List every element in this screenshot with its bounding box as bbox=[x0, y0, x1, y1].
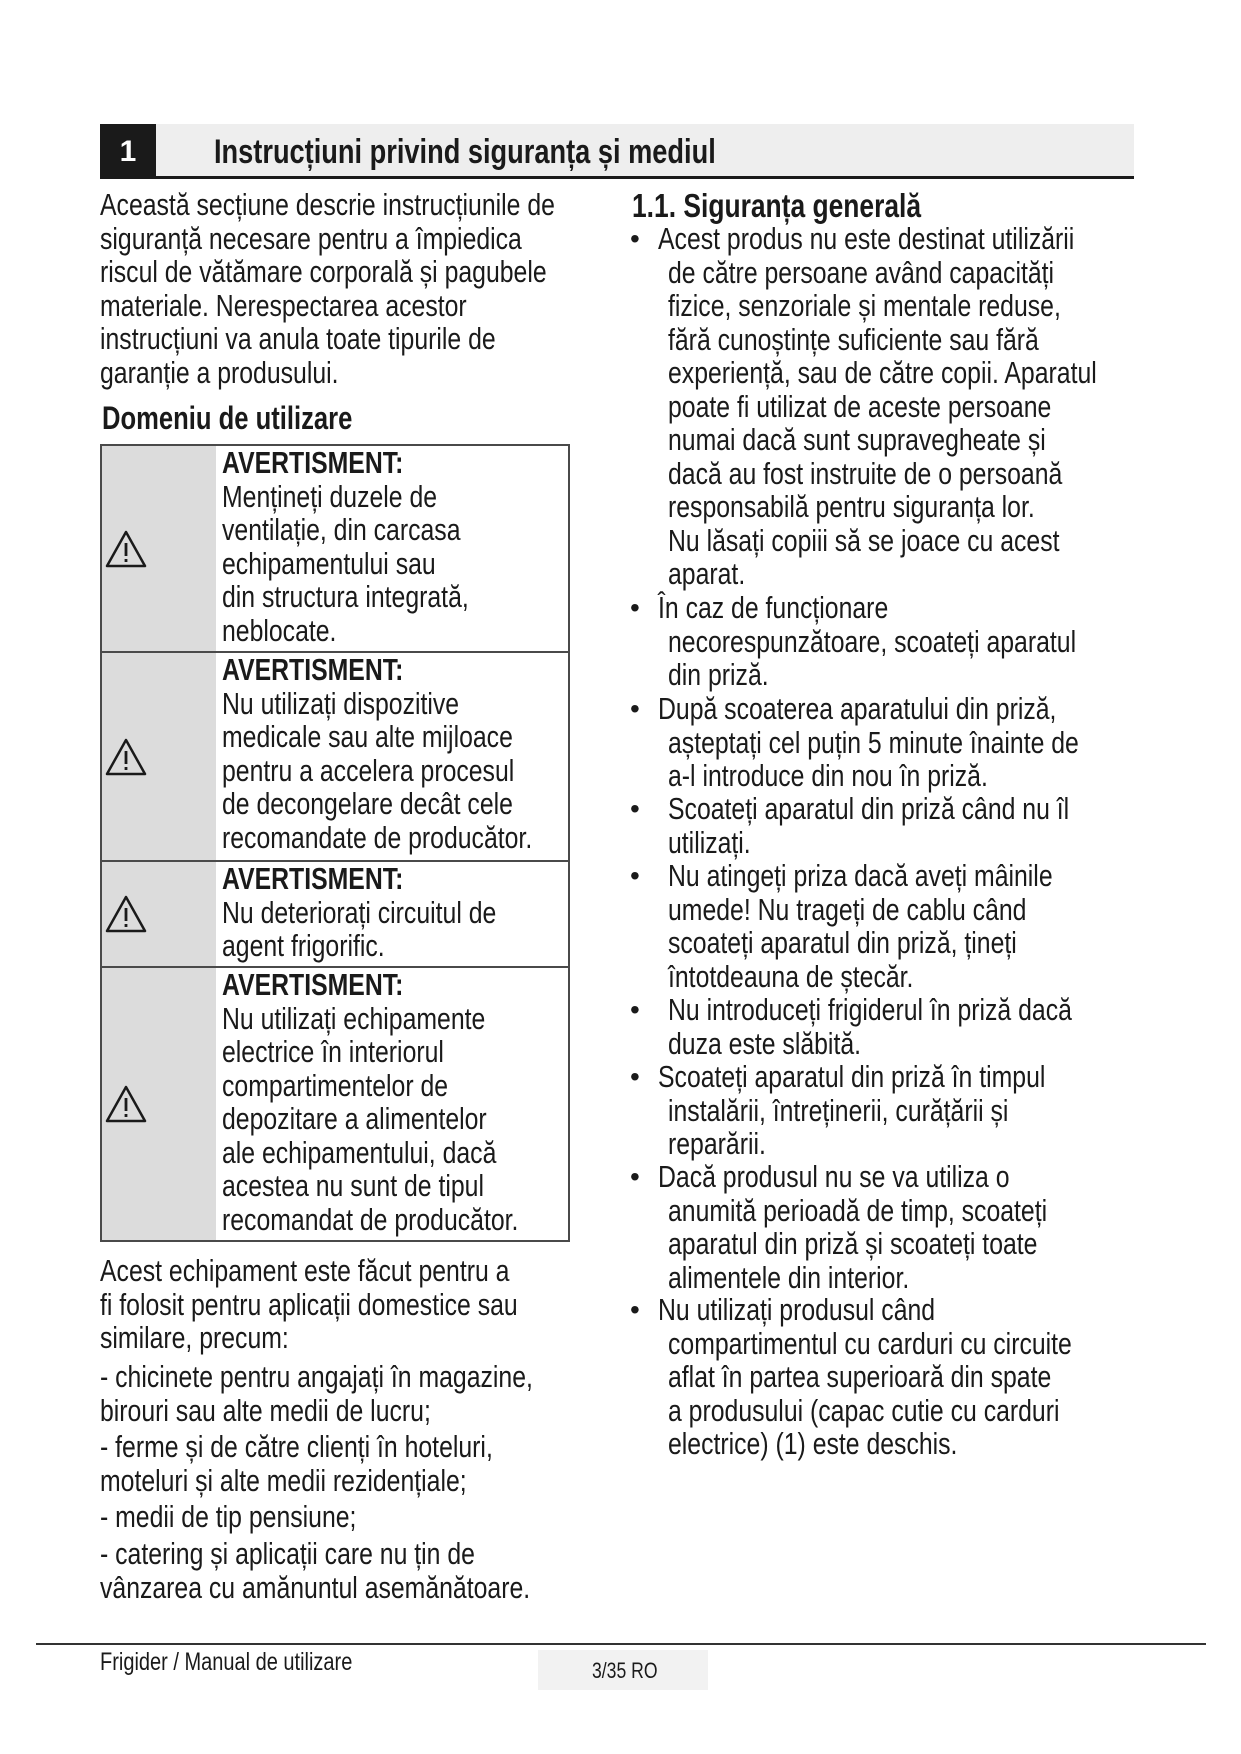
warning-icon-cell bbox=[102, 862, 216, 966]
warning-triangle-icon bbox=[104, 894, 148, 934]
usage-item: - catering și aplicații care nu țin de vânzarea cu amănuntul asemănătoare. bbox=[100, 1536, 531, 1605]
warning-text: AVERTISMENT: Nu utilizați dispozitive medicale sau alte mijloace pentru a accelera procesul de decongelare decât cele recomandate de producător. bbox=[222, 652, 533, 855]
section-title: Instrucțiuni privind siguranța și mediul bbox=[214, 133, 716, 171]
bullet-dot: • bbox=[630, 592, 640, 623]
domain-heading: Domeniu de utilizare bbox=[102, 400, 353, 436]
section-number: 1 bbox=[100, 124, 156, 179]
bullet-dot: • bbox=[630, 793, 640, 824]
warning-row bbox=[102, 446, 568, 653]
warning-table bbox=[100, 444, 570, 1242]
footer-rule bbox=[36, 1643, 1206, 1645]
header-rule bbox=[100, 176, 1134, 179]
footer-title: Frigider / Manual de utilizare bbox=[100, 1648, 353, 1676]
warning-icon-cell bbox=[102, 968, 216, 1240]
warning-row bbox=[102, 968, 568, 1240]
bullet-dot: • bbox=[630, 1161, 640, 1192]
warning-triangle-icon bbox=[104, 737, 148, 777]
safety-bullet: • Acest produs nu este destinat utilizării de către persoane având capacități fizice, senzoriale și mentale reduse, fără cunoștințe suficiente sau fără experiență, sau de către copii. Aparatul poate fi utilizat de aceste persoane numai dacă sunt supravegheate și dacă au fost instruite de o persoană responsabilă pentru siguranța lor. Nu lăsați copiii să se joace cu acest aparat. bbox=[630, 221, 1097, 591]
warning-icon-cell bbox=[102, 446, 216, 651]
usage-item: - ferme și de către clienți în hoteluri, moteluri și alte medii rezidențiale; bbox=[100, 1429, 493, 1498]
bullet-dot: • bbox=[630, 1294, 640, 1325]
safety-bullet: • Scoateți aparatul din priză în timpul instalării, întreținerii, curățării și reparării. bbox=[630, 1059, 1046, 1161]
intro-paragraph: Această secțiune descrie instrucțiunile de siguranță necesare pentru a împiedica riscul de vătămare corporală și pagubele materiale. Nerespectarea acestor instrucțiuni va anula toate tipurile de garanție a produsului. bbox=[100, 187, 555, 390]
usage-intro: Acest echipament este făcut pentru a fi folosit pentru aplicații domestice sau similare, precum: bbox=[100, 1253, 518, 1355]
warning-triangle-icon bbox=[104, 1084, 148, 1124]
safety-bullet: • Nu introduceți frigiderul în priză dacă duza este slăbită. bbox=[630, 992, 1072, 1061]
safety-bullet: • Scoateți aparatul din priză când nu îl utilizați. bbox=[630, 791, 1070, 860]
bullet-dot: • bbox=[630, 223, 640, 254]
general-safety-heading: 1.1. Siguranța generală bbox=[632, 187, 922, 224]
warning-text: AVERTISMENT: Nu utilizați echipamente electrice în interiorul compartimentelor de depozitare a alimentelor ale echipamentului, dacă acestea nu sunt de tipul recomandat de producător. bbox=[222, 967, 519, 1237]
bullet-dot: • bbox=[630, 994, 640, 1025]
bullet-dot: • bbox=[630, 1061, 640, 1092]
bullet-dot: • bbox=[630, 860, 640, 891]
safety-bullet: • Nu utilizați produsul când compartimentul cu carduri cu circuite aflat în partea superioară din spate a produsului (capac cutie cu carduri electrice) (1) este deschis. bbox=[630, 1292, 1072, 1461]
warning-text: AVERTISMENT: Mențineți duzele de ventilație, din carcasa echipamentului sau din structura integrată, neblocate. bbox=[222, 445, 469, 648]
warning-row bbox=[102, 862, 568, 968]
bullet-dot: • bbox=[630, 693, 640, 724]
warning-text: AVERTISMENT: Nu deteriorați circuitul de agent frigorific. bbox=[222, 861, 497, 963]
usage-item: - chicinete pentru angajați în magazine, birouri sau alte medii de lucru; bbox=[100, 1359, 533, 1428]
warning-row bbox=[102, 653, 568, 862]
warning-icon-cell bbox=[102, 653, 216, 860]
usage-item: - medii de tip pensiune; bbox=[100, 1499, 357, 1534]
page-number: 3/35 RO bbox=[592, 1658, 658, 1683]
safety-bullet: • Nu atingeți priza dacă aveți mâinile umede! Nu trageți de cablu când scoateți aparatul din priză, țineți întotdeauna de ștecăr. bbox=[630, 858, 1053, 994]
safety-bullet: • După scoaterea aparatului din priză, așteptați cel puțin 5 minute înainte de a-l introduce din nou în priză. bbox=[630, 691, 1079, 793]
safety-bullet: • Dacă produsul nu se va utiliza o anumită perioadă de timp, scoateți aparatul din priză și scoateți toate alimentele din interior. bbox=[630, 1159, 1048, 1295]
safety-bullet: • În caz de funcționare necorespunzătoare, scoateți aparatul din priză. bbox=[630, 590, 1077, 692]
warning-triangle-icon bbox=[104, 529, 148, 569]
